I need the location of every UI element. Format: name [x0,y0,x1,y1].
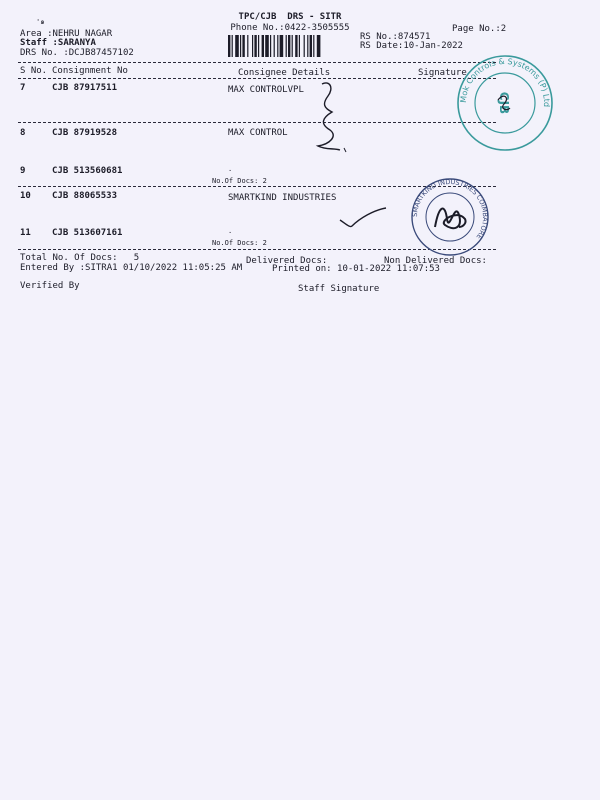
barcode-bar [265,35,269,57]
row-sno: 11 [20,228,31,238]
column-header-signature: Signature [418,68,467,78]
phone-number: Phone No.:0422-3505555 [230,23,350,33]
barcode-bar [274,35,275,57]
barcode-bar [258,35,259,57]
seal-outer-text: SMARTKIND INDUSTRIES COIMBATORE [410,177,490,241]
divider-row [18,122,496,123]
column-header-sno: S No. [20,66,48,76]
row-sno: 9 [20,166,26,176]
smartkind-seal-stamp [405,175,495,260]
drs-number: DRS No. :DCJB87457102 [20,48,134,58]
svg-text:SMARTKIND INDUSTRIES COIMBATOR [411,178,489,241]
barcode-bar [310,35,312,57]
verified-by-label: Verified By [20,281,80,291]
row-docs-count: No.Of Docs: 2 [212,177,267,185]
row-consignment: CJB 88065533 [52,191,118,201]
row-consignee: MAX CONTROLVPL [228,85,304,95]
row-sno: 8 [20,128,26,138]
row-consignee: SMARTKIND INDUSTRIES [228,193,337,203]
pen-mark: '๑ [36,18,45,26]
barcode-bar [262,35,264,57]
barcode-bar [286,35,287,57]
barcode-bar [313,35,314,57]
divider-header [18,78,496,79]
staff-field: Staff :SARANYA [20,38,96,48]
handwritten-tick-mark [330,200,390,230]
barcode-bar [240,35,241,57]
barcode-bar [242,35,244,57]
barcode-bar [288,35,290,57]
rs-number: RS No.:874571 [360,32,431,42]
barcode-bar [252,35,253,57]
barcode-bar [247,35,248,57]
row-consignment: CJB 513607161 [52,228,123,238]
barcode-bar [254,35,256,57]
row-consignee: MAX CONTROL [228,128,288,138]
barcode-bar [299,35,300,57]
handwritten-brace-mark [300,78,360,158]
company-seal-stamp [450,48,560,158]
barcode-bar [280,35,284,57]
row-consignment: CJB 513560681 [52,166,123,176]
row-consignment: CJB 87919528 [52,128,118,138]
barcode-bar [307,35,308,57]
row-sno: 7 [20,83,26,93]
seal-center-text: CJB [497,91,511,115]
barcode-bar [317,35,321,57]
page-number: Page No.:2 [452,24,507,34]
barcode [228,35,352,57]
non-delivered-docs: Non Delivered Docs: [384,256,487,266]
barcode-bar [292,35,293,57]
seal-outer-text: Mok Controls & Systems (P) Ltd [458,56,552,108]
row-docs-count: No.Of Docs: 2 [212,239,267,247]
entered-by: Entered By :SITRA1 01/10/2022 11:05:25 AM [20,263,243,273]
column-header-consignee: Consignee Details [238,68,331,78]
rs-date: RS Date:10-Jan-2022 [360,41,463,51]
barcode-bar [277,35,278,57]
row-sno: 10 [20,191,31,201]
barcode-bar [304,35,305,57]
divider-top [18,62,496,63]
total-docs: Total No. Of Docs: 5 [20,253,140,263]
document-title: TPC/CJB DRS - SITR [238,12,342,22]
printed-on: Printed on: 10-01-2022 11:07:53 [272,264,440,274]
barcode-bar [235,35,239,57]
barcode-bar [270,35,271,57]
staff-signature-label: Staff Signature [298,284,380,294]
row-consignment: CJB 87917511 [52,83,118,93]
dot-mark: · [228,167,233,175]
barcode-bar [295,35,297,57]
dot-mark: · [228,229,233,237]
barcode-bar [228,35,230,57]
barcode-bar [232,35,233,57]
delivered-docs: Delivered Docs: [246,256,328,266]
area-field: Area :NEHRU NAGAR [20,29,113,39]
column-header-consignment: Consignment No [52,66,128,76]
